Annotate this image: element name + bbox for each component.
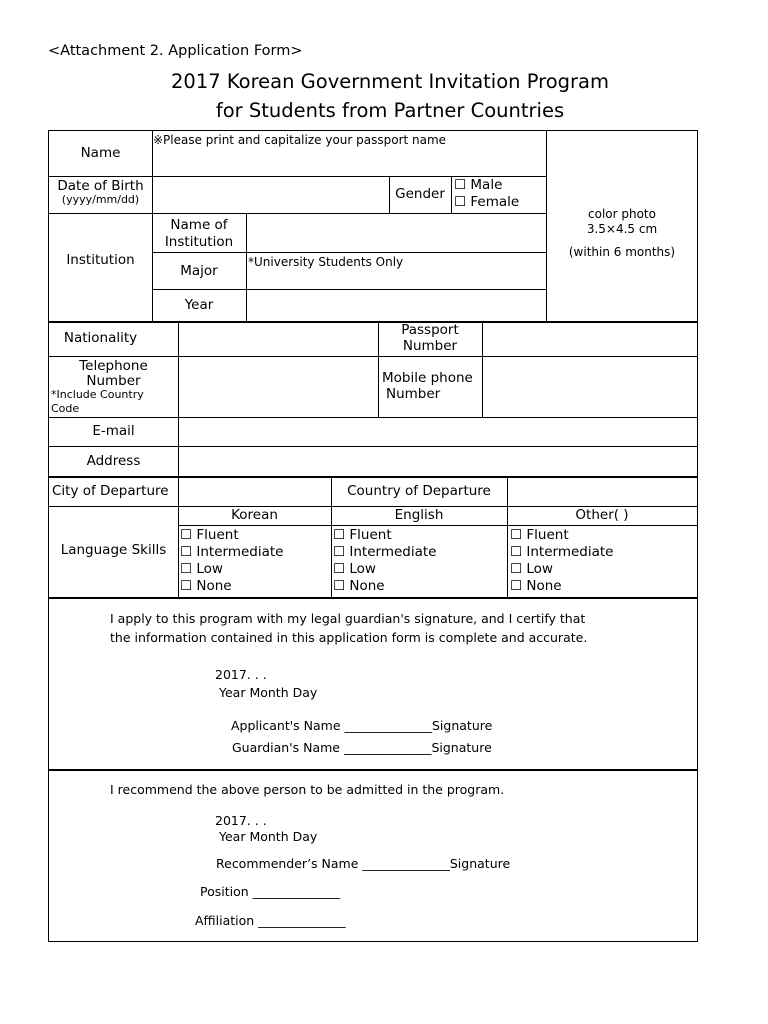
passport-label-1: Passport <box>401 322 459 338</box>
telephone-field[interactable] <box>179 357 377 416</box>
korean-intermediate-checkbox[interactable]: ☐ Intermediate <box>180 544 284 560</box>
email-label: E-mail <box>92 423 135 439</box>
inst-name-label-1: Name of <box>170 217 228 233</box>
recommend-date-labels: Year Month Day <box>219 829 318 844</box>
other-fluent-checkbox[interactable]: ☐ Fluent <box>510 527 569 543</box>
korean-low-checkbox[interactable]: ☐ Low <box>180 561 223 577</box>
dob-field[interactable] <box>153 177 388 212</box>
lang-english-header: English <box>394 507 444 523</box>
position-line[interactable]: Position ______________ <box>200 884 341 899</box>
country-departure-label: Country of Departure <box>347 483 491 499</box>
nationality-field[interactable] <box>179 323 377 355</box>
telephone-note-1: *Include Country <box>51 388 144 401</box>
lang-other-header: Other( ) <box>575 507 629 523</box>
mobile-field[interactable] <box>483 357 696 416</box>
english-intermediate-checkbox[interactable]: ☐ Intermediate <box>333 544 437 560</box>
passport-field[interactable] <box>483 323 696 355</box>
korean-none-checkbox[interactable]: ☐ None <box>180 578 232 594</box>
nationality-label: Nationality <box>63 330 138 346</box>
recommend-date[interactable]: 2017. . . <box>215 813 267 828</box>
korean-fluent-checkbox[interactable]: ☐ Fluent <box>180 527 239 543</box>
guardian-signature-line[interactable]: Guardian's Name ______________Signature <box>232 740 492 755</box>
address-label: Address <box>86 453 141 469</box>
gender-female-checkbox[interactable]: ☐ Female <box>454 194 520 210</box>
declaration-line2: the information contained in this application form is complete and accurate. <box>110 630 588 645</box>
form-title-line1: 2017 Korean Government Invitation Program <box>171 70 609 93</box>
name-label: Name <box>80 145 121 161</box>
year-field[interactable] <box>247 290 545 320</box>
inst-name-label-2: Institution <box>164 234 234 250</box>
application-form <box>48 130 698 942</box>
city-departure-label: City of Departure <box>52 483 169 499</box>
declaration-date-labels: Year Month Day <box>219 685 318 700</box>
name-field[interactable] <box>153 151 545 175</box>
city-departure-field[interactable] <box>179 478 330 505</box>
email-field[interactable] <box>179 418 696 445</box>
telephone-label-2: Number <box>86 373 141 389</box>
major-label: Major <box>180 263 218 279</box>
english-none-checkbox[interactable]: ☐ None <box>333 578 385 594</box>
dob-label: Date of Birth <box>57 178 144 194</box>
language-skills-label: Language Skills <box>60 542 167 558</box>
telephone-note-2: Code <box>51 402 80 415</box>
gender-label: Gender <box>395 186 445 202</box>
telephone-label-1: Telephone <box>79 358 148 374</box>
mobile-label-2: Number <box>386 386 441 402</box>
declaration-date[interactable]: 2017. . . <box>215 667 267 682</box>
passport-label-2: Number <box>402 338 458 354</box>
attachment-label: <Attachment 2. Application Form> <box>48 43 303 59</box>
recommender-signature-line[interactable]: Recommender’s Name ______________Signature <box>216 856 511 871</box>
country-departure-field[interactable] <box>508 478 696 505</box>
address-field[interactable] <box>179 447 696 475</box>
name-hint: ※Please print and capitalize your passport name <box>153 133 447 147</box>
institution-name-field[interactable] <box>247 214 545 251</box>
photo-text-3: (within 6 months) <box>568 245 676 259</box>
gender-male-checkbox[interactable]: ☐ Male <box>454 177 503 193</box>
other-none-checkbox[interactable]: ☐ None <box>510 578 562 594</box>
recommend-line1: I recommend the above person to be admitted in the program. <box>110 782 505 797</box>
mobile-label-1: Mobile phone <box>382 370 473 386</box>
lang-korean-header: Korean <box>231 507 278 523</box>
institution-label: Institution <box>66 252 135 268</box>
photo-box <box>547 131 697 321</box>
form-title-line2: for Students from Partner Countries <box>215 99 565 122</box>
photo-text-1: color photo <box>588 207 656 221</box>
english-low-checkbox[interactable]: ☐ Low <box>333 561 376 577</box>
year-label: Year <box>184 297 214 313</box>
photo-text-2: 3.5×4.5 cm <box>586 222 658 236</box>
affiliation-line[interactable]: Affiliation ______________ <box>195 913 346 928</box>
other-low-checkbox[interactable]: ☐ Low <box>510 561 553 577</box>
major-hint: *University Students Only <box>248 255 404 269</box>
english-fluent-checkbox[interactable]: ☐ Fluent <box>333 527 392 543</box>
other-intermediate-checkbox[interactable]: ☐ Intermediate <box>510 544 614 560</box>
dob-format: (yyyy/mm/dd) <box>61 193 140 206</box>
declaration-line1: I apply to this program with my legal guardian's signature, and I certify that <box>110 611 586 626</box>
major-field[interactable] <box>247 271 545 288</box>
applicant-signature-line[interactable]: Applicant's Name ______________Signature <box>231 718 493 733</box>
